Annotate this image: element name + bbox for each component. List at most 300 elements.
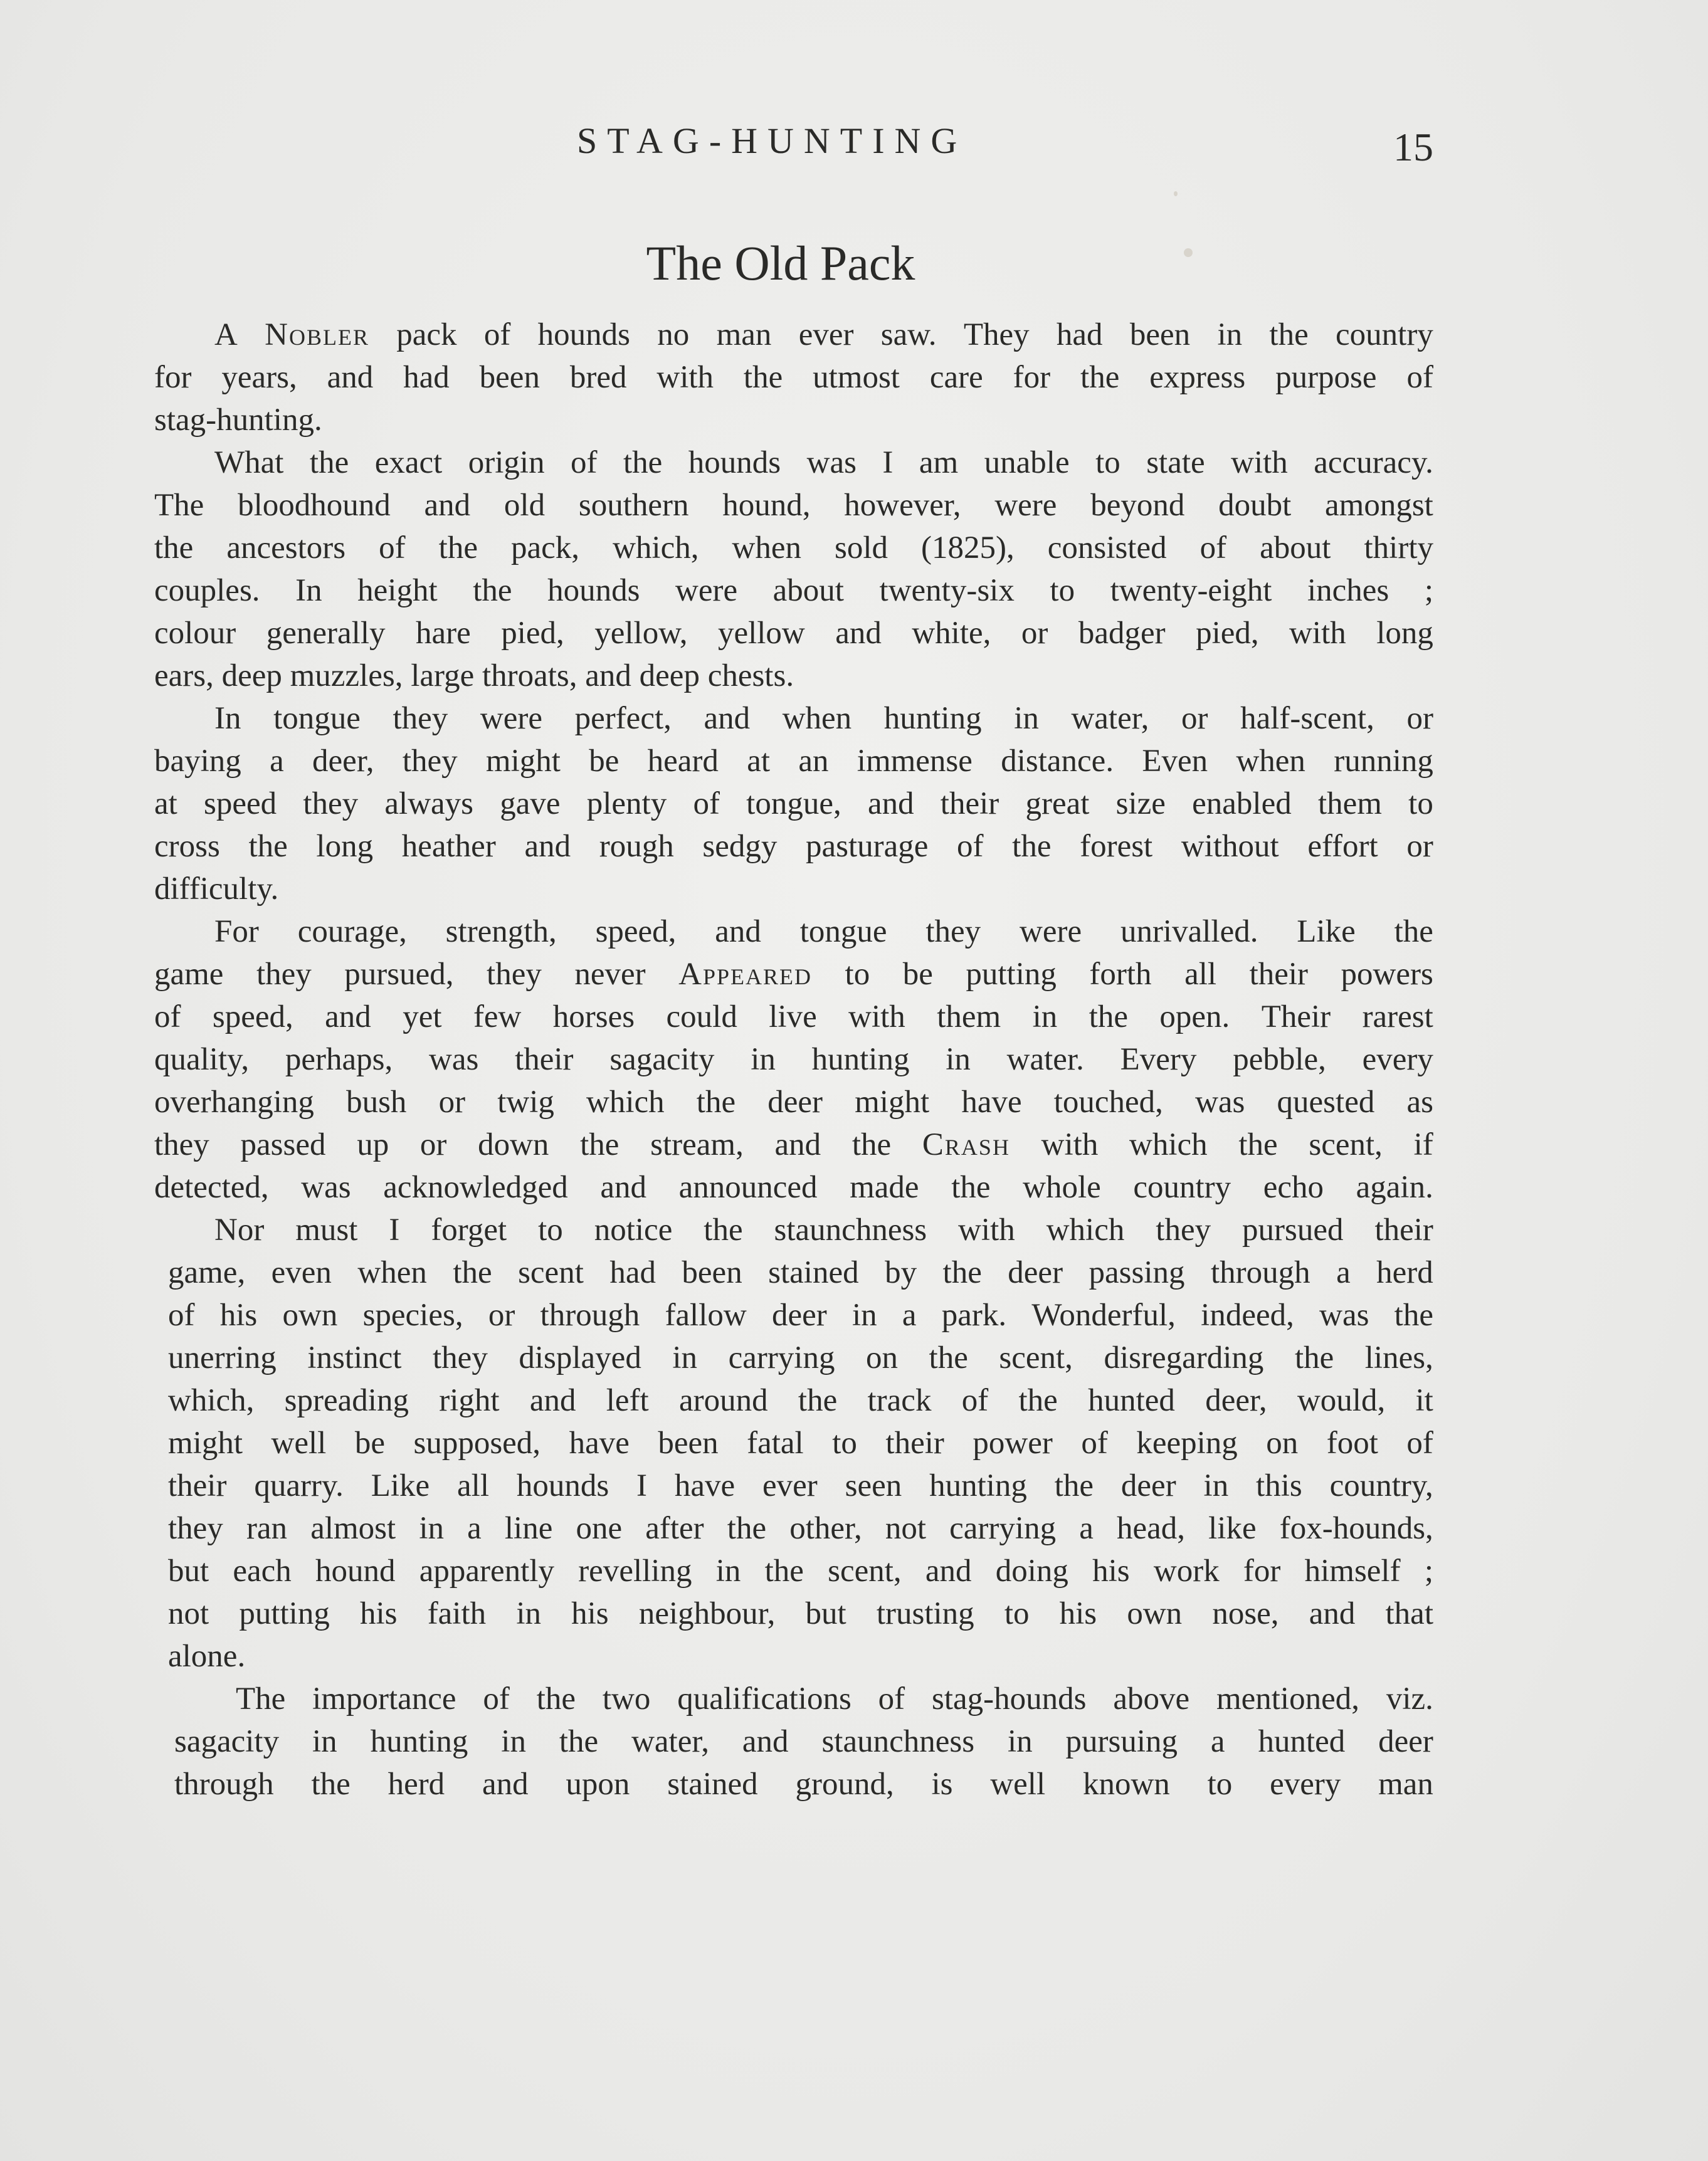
word: their xyxy=(168,1468,227,1503)
word: apparently xyxy=(419,1554,554,1589)
word: the xyxy=(1269,317,1309,352)
word: the xyxy=(1089,999,1128,1034)
word: am xyxy=(919,445,959,480)
word: deer, xyxy=(312,744,374,779)
word: at xyxy=(154,786,177,821)
word: to xyxy=(832,1426,857,1461)
word: beyond xyxy=(1090,488,1185,523)
word: southern xyxy=(578,488,689,523)
word: powers xyxy=(1341,957,1433,992)
word: hunting xyxy=(811,1042,910,1077)
word: were xyxy=(480,701,542,736)
word: pasturage xyxy=(805,829,929,864)
word: but xyxy=(168,1554,209,1589)
word: the xyxy=(1018,1383,1058,1418)
word: In xyxy=(295,573,322,608)
word: the xyxy=(798,1383,838,1418)
word: For xyxy=(214,914,259,949)
word: in xyxy=(312,1724,337,1759)
word: or xyxy=(419,1127,447,1162)
text-line xyxy=(154,1166,1433,1209)
word: and xyxy=(1309,1596,1356,1631)
word: through xyxy=(174,1767,274,1802)
word: pursued, xyxy=(344,957,454,992)
word: about xyxy=(1260,530,1331,565)
word: and xyxy=(325,999,371,1034)
word: I xyxy=(636,1468,648,1503)
word: their xyxy=(515,1042,574,1077)
word: sedgy xyxy=(702,829,778,864)
word: Every xyxy=(1120,1042,1197,1077)
word: hunted xyxy=(1258,1724,1346,1759)
word: own xyxy=(1127,1596,1183,1631)
word: I xyxy=(882,445,894,480)
word: state xyxy=(1146,445,1205,480)
word: to xyxy=(1207,1767,1233,1802)
word: thirty xyxy=(1364,530,1433,565)
text-line xyxy=(154,740,1433,782)
word: which xyxy=(1129,1127,1208,1162)
word: hunting xyxy=(883,701,982,736)
word: doing xyxy=(995,1554,1068,1589)
word: almost xyxy=(310,1511,396,1546)
word: upon xyxy=(566,1767,630,1802)
word: be xyxy=(902,957,933,992)
word: in xyxy=(516,1596,541,1631)
text-line xyxy=(154,441,1433,484)
word: man xyxy=(1378,1767,1433,1802)
word: is xyxy=(931,1767,953,1802)
word: was xyxy=(428,1042,479,1077)
word: and xyxy=(835,616,882,651)
word: they xyxy=(402,744,458,779)
word: his xyxy=(1092,1554,1130,1589)
word: the xyxy=(473,573,512,608)
word: again. xyxy=(1356,1170,1433,1205)
word: putting xyxy=(966,957,1057,992)
word: at xyxy=(747,744,771,779)
word: displayed xyxy=(519,1340,641,1375)
text-line xyxy=(154,1678,1433,1720)
word: ; xyxy=(1424,573,1433,608)
body-text xyxy=(154,313,1433,1806)
word: detected, xyxy=(154,1170,269,1205)
word: doubt xyxy=(1218,488,1292,523)
word: to xyxy=(538,1212,563,1248)
word: herd xyxy=(387,1767,445,1802)
word: with xyxy=(848,999,905,1034)
word: size xyxy=(1115,786,1166,821)
word: of xyxy=(1081,1426,1108,1461)
word: open. xyxy=(1159,999,1230,1034)
text-line xyxy=(154,1507,1433,1550)
word: long xyxy=(1376,616,1433,651)
word: consisted xyxy=(1047,530,1167,565)
word: the xyxy=(1294,1340,1334,1375)
word: speed, xyxy=(212,999,293,1034)
text-line xyxy=(154,313,1433,356)
word: tongue xyxy=(273,701,361,736)
word: the xyxy=(311,1767,351,1802)
word: yellow xyxy=(717,616,805,651)
word: twenty-eight xyxy=(1110,573,1272,608)
word: was xyxy=(1195,1085,1245,1120)
word: well xyxy=(990,1767,1046,1802)
word: known xyxy=(1082,1767,1170,1802)
word: and xyxy=(704,701,751,736)
word: hunted xyxy=(1088,1383,1175,1418)
word: forget xyxy=(431,1212,507,1248)
word: his xyxy=(219,1298,258,1333)
word: game xyxy=(154,957,224,992)
word: disregarding xyxy=(1104,1340,1264,1375)
word: I xyxy=(389,1212,400,1248)
word: pied, xyxy=(1196,616,1259,651)
word: his xyxy=(360,1596,398,1631)
word: after xyxy=(645,1511,704,1546)
word: even xyxy=(271,1255,332,1290)
word: utmost xyxy=(813,360,900,395)
word: few xyxy=(473,999,522,1034)
word: was xyxy=(1319,1298,1369,1333)
word: their xyxy=(940,786,999,821)
word: distance. xyxy=(1001,744,1114,779)
word: Nor xyxy=(214,1212,265,1248)
word: Crash xyxy=(922,1127,1010,1162)
word: herd xyxy=(1376,1255,1433,1290)
text-line: ears, deep muzzles, large throats, and deep chests. xyxy=(154,658,794,693)
word: and xyxy=(715,914,761,949)
word: the xyxy=(1394,1298,1433,1333)
word: country xyxy=(1336,317,1433,352)
text-line xyxy=(154,484,1433,527)
word: their xyxy=(885,1426,944,1461)
word: were xyxy=(994,488,1057,523)
word: of xyxy=(693,786,720,821)
word: overhanging xyxy=(154,1085,314,1120)
word: the xyxy=(704,1212,743,1248)
word: would, xyxy=(1297,1383,1386,1418)
word: lines, xyxy=(1364,1340,1433,1375)
word: the xyxy=(1394,914,1433,949)
word: rough xyxy=(599,829,674,864)
word: all xyxy=(457,1468,489,1503)
word: announced xyxy=(678,1170,818,1205)
word: hounds xyxy=(537,317,630,352)
text-line: stag-hunting. xyxy=(154,402,322,438)
word: and xyxy=(529,1383,576,1418)
text-line xyxy=(154,1337,1433,1379)
word: pied, xyxy=(501,616,564,651)
word: hunting xyxy=(370,1724,468,1759)
word: hare xyxy=(415,616,471,651)
word: in xyxy=(1203,1468,1229,1503)
word: made xyxy=(850,1170,919,1205)
word: they xyxy=(433,1340,488,1375)
word: to xyxy=(845,957,870,992)
word: their xyxy=(1374,1212,1433,1248)
word: with xyxy=(1289,616,1346,651)
word: about xyxy=(772,573,844,608)
word: colour xyxy=(154,616,236,651)
word: the xyxy=(764,1554,804,1589)
word: as xyxy=(1406,1085,1433,1120)
word: sagacity xyxy=(609,1042,715,1077)
word: and xyxy=(424,488,471,523)
word: saw. xyxy=(880,317,937,352)
word: accuracy. xyxy=(1314,445,1433,480)
word: bush xyxy=(346,1085,407,1120)
word: the xyxy=(248,829,288,864)
word: scent xyxy=(518,1255,584,1290)
word: putting xyxy=(239,1596,330,1631)
word: deer, xyxy=(1205,1383,1267,1418)
word: the xyxy=(438,530,478,565)
word: hunting xyxy=(929,1468,1027,1503)
word: the xyxy=(309,445,349,480)
word: if xyxy=(1413,1127,1433,1162)
word: unable xyxy=(984,445,1070,480)
word: could xyxy=(666,999,737,1034)
text-line xyxy=(154,356,1433,399)
word: the xyxy=(942,1255,982,1290)
word: ; xyxy=(1424,1554,1433,1589)
word: speed, xyxy=(595,914,677,949)
word: above xyxy=(1113,1681,1190,1717)
word: and xyxy=(327,360,374,395)
word: hounds xyxy=(516,1468,609,1503)
word: them xyxy=(1317,786,1382,821)
word: courage, xyxy=(297,914,407,949)
word: nose, xyxy=(1212,1596,1279,1631)
word: country xyxy=(1133,1170,1231,1205)
word: line xyxy=(504,1511,553,1546)
word: an xyxy=(798,744,829,779)
word: might xyxy=(168,1426,243,1461)
text-line xyxy=(154,1550,1433,1592)
word: the xyxy=(951,1170,991,1205)
page-number: 15 xyxy=(1393,125,1433,169)
word: the xyxy=(1080,360,1120,395)
word: the xyxy=(851,1127,892,1162)
word: his xyxy=(571,1596,609,1631)
word: to xyxy=(1050,573,1075,608)
word: on xyxy=(1266,1426,1299,1461)
word: or xyxy=(1021,616,1048,651)
word: stag-hounds xyxy=(931,1681,1087,1717)
word: instinct xyxy=(307,1340,402,1375)
word: neighbour, xyxy=(638,1596,776,1631)
word: a xyxy=(467,1511,482,1546)
word: a xyxy=(1079,1511,1094,1546)
word: or xyxy=(1406,701,1433,736)
word: deer xyxy=(767,1085,823,1120)
word: a xyxy=(902,1298,917,1333)
word: gave xyxy=(500,786,561,821)
word: that xyxy=(1385,1596,1433,1631)
word: no xyxy=(657,317,690,352)
word: origin xyxy=(468,445,545,480)
word: a xyxy=(1210,1724,1225,1759)
word: himself xyxy=(1304,1554,1401,1589)
word: carrying xyxy=(949,1511,1057,1546)
text-line xyxy=(154,782,1433,825)
word: of xyxy=(571,445,598,480)
word: fatal xyxy=(747,1426,804,1461)
word: exact xyxy=(374,445,443,480)
word: Their xyxy=(1261,999,1331,1034)
word: when xyxy=(357,1255,427,1290)
word: power xyxy=(973,1426,1053,1461)
word: the xyxy=(623,445,663,480)
word: echo xyxy=(1263,1170,1324,1205)
word: carrying xyxy=(728,1340,835,1375)
word: the xyxy=(929,1340,968,1375)
word: the xyxy=(154,530,194,565)
word: forth xyxy=(1089,957,1152,992)
word: live xyxy=(769,999,817,1034)
word: them xyxy=(937,999,1001,1034)
word: and xyxy=(867,786,914,821)
word: the xyxy=(696,1085,736,1120)
word: of xyxy=(1406,360,1433,395)
word: or xyxy=(1181,701,1208,736)
word: every xyxy=(1362,1042,1433,1077)
word: ancestors xyxy=(226,530,346,565)
word: They xyxy=(963,317,1030,352)
word: been xyxy=(479,360,540,395)
word: scent, xyxy=(828,1554,902,1589)
text-line xyxy=(154,1209,1433,1251)
word: (1825), xyxy=(921,530,1015,565)
word: hounds xyxy=(547,573,640,608)
word: Like xyxy=(1297,914,1356,949)
word: keeping xyxy=(1136,1426,1238,1461)
word: in xyxy=(672,1340,698,1375)
text-line xyxy=(154,910,1433,953)
word: viz. xyxy=(1386,1681,1433,1717)
word: water, xyxy=(631,1724,710,1759)
word: water. xyxy=(1006,1042,1084,1077)
word: of xyxy=(1199,530,1227,565)
word: fox-hounds, xyxy=(1279,1511,1433,1546)
word: immense xyxy=(857,744,973,779)
word: heard xyxy=(647,744,719,779)
word: man xyxy=(716,317,772,352)
word: in xyxy=(1032,999,1058,1034)
word: work xyxy=(1153,1554,1220,1589)
word: game, xyxy=(168,1255,246,1290)
word: of xyxy=(379,530,406,565)
word: sold xyxy=(834,530,888,565)
word: the xyxy=(1238,1127,1278,1162)
text-line xyxy=(154,953,1433,996)
word: enabled xyxy=(1192,786,1292,821)
word: had xyxy=(609,1255,656,1290)
word: cross xyxy=(154,829,220,864)
word: for xyxy=(1243,1554,1281,1589)
word: they xyxy=(303,786,359,821)
word: twenty-six xyxy=(879,573,1015,608)
word: which xyxy=(586,1085,665,1120)
word: they xyxy=(154,1127,209,1162)
word: well xyxy=(271,1426,327,1461)
word: they xyxy=(393,701,448,736)
word: in xyxy=(419,1511,444,1546)
text-line xyxy=(154,1081,1433,1123)
word: other, xyxy=(789,1511,862,1546)
word: or xyxy=(438,1085,466,1120)
word: quarry. xyxy=(254,1468,344,1503)
word: years, xyxy=(221,360,297,395)
word: or xyxy=(1406,829,1433,864)
word: bred xyxy=(569,360,627,395)
word: deer xyxy=(1378,1724,1433,1759)
word: which xyxy=(1046,1212,1125,1248)
word: two xyxy=(602,1681,651,1717)
word: purpose xyxy=(1275,360,1377,395)
word: they xyxy=(487,957,542,992)
word: been xyxy=(1129,317,1191,352)
word: the xyxy=(559,1724,599,1759)
text-line xyxy=(154,569,1433,612)
word: importance xyxy=(312,1681,456,1717)
word: the xyxy=(1012,829,1052,864)
word: with xyxy=(1231,445,1288,480)
word: to xyxy=(1004,1596,1030,1631)
word: baying xyxy=(154,744,241,779)
word: hound, xyxy=(722,488,811,523)
word: twig xyxy=(497,1085,554,1120)
text-line xyxy=(154,825,1433,868)
word: qualifications xyxy=(677,1681,851,1717)
word: they xyxy=(1156,1212,1211,1248)
text-line xyxy=(154,612,1433,655)
word: The xyxy=(154,488,204,523)
word: ever xyxy=(762,1468,818,1503)
word: staunchness xyxy=(774,1212,927,1248)
word: horses xyxy=(552,999,635,1034)
word: deer xyxy=(771,1298,827,1333)
word: have xyxy=(961,1085,1022,1120)
text-line xyxy=(154,1038,1433,1081)
word: every xyxy=(1270,1767,1341,1802)
word: of xyxy=(483,1681,510,1717)
word: never xyxy=(574,957,646,992)
word: have xyxy=(674,1468,735,1503)
word: been xyxy=(658,1426,719,1461)
word: running xyxy=(1334,744,1433,779)
word: down xyxy=(478,1127,549,1162)
word: quested xyxy=(1277,1085,1375,1120)
word: yellow, xyxy=(594,616,688,651)
word: ran xyxy=(246,1511,288,1546)
word: in xyxy=(1007,1724,1033,1759)
word: might xyxy=(485,744,561,779)
word: all xyxy=(1184,957,1217,992)
text-line xyxy=(154,1763,1433,1806)
word: quality, xyxy=(154,1042,250,1077)
word: of xyxy=(961,1383,989,1418)
word: supposed, xyxy=(413,1426,541,1461)
text-line xyxy=(154,1592,1433,1635)
word: of xyxy=(1406,1426,1433,1461)
word: in xyxy=(751,1042,776,1077)
word: have xyxy=(569,1426,630,1461)
word: by xyxy=(885,1255,917,1290)
word: through xyxy=(1210,1255,1310,1290)
word: white, xyxy=(912,616,991,651)
